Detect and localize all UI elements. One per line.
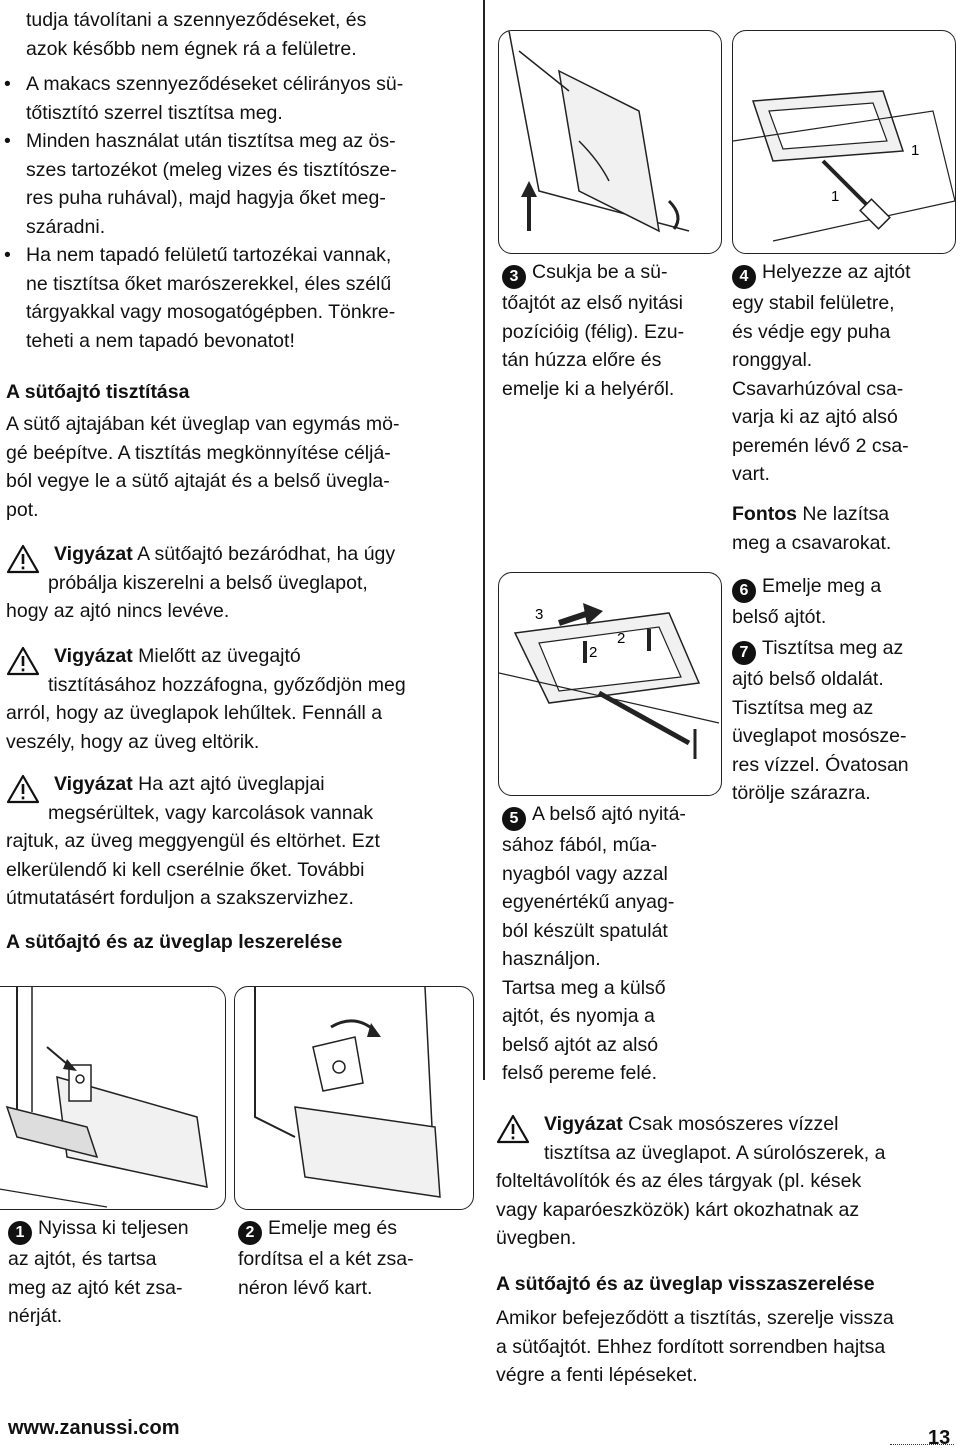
- warning-label: Vigyázat: [544, 1113, 623, 1135]
- step-2: 2 Emelje meg és fordítsa el a két zsa- néron lévő kart.: [238, 1217, 414, 1299]
- step-number-badge: 5: [502, 807, 526, 831]
- care-bullet-list: [0, 70, 470, 355]
- text-line: tudja távolítani a szennyeződéseket, és: [26, 9, 367, 31]
- step-number-badge: 3: [502, 265, 526, 289]
- bullet-item: • A makacs szennyeződéseket célirányos sü- tőtisztító szerrel tisztítsa meg.: [0, 70, 470, 127]
- reassembly-text: Amikor befejeződött a tisztítás, szerelje vissza a sütőajtót. Ehhez fordított sorrendben hajtsa végre a fenti lépéseket.: [496, 1307, 894, 1386]
- hinge-illustration: [0, 987, 225, 1209]
- page-number: 13: [928, 1427, 951, 1449]
- door-cleaning-text: A sütő ajtajában két üveglap van egymás mö- gé beépítve. A tisztítás megkönnyítése céljá- ból vegye le a sütő ajtaját és a belső üvegla- pot.: [6, 413, 400, 521]
- heading-reassembly: A sütőajtó és az üveglap visszaszerelése: [496, 1273, 875, 1295]
- warning-block: Vigyázat Csak mosószeres vízzel tisztítsa az üveglapot. A súrolószerek, a folteltávolítók és az éles tárgyak (pl. kések vagy kaparóeszközök) kárt okozhatnak az üvegben.: [496, 1113, 886, 1249]
- step-3: 3 Csukja be a sü- tőajtót az első nyitási pozícióig (félig). Ezu- tán húzza előre és emelje ki a helyéről.: [502, 261, 685, 400]
- warning-label: Vigyázat: [54, 645, 133, 667]
- step-5: 5 A belső ajtó nyitá- sához fából, műa- nyagból vagy azzal egyenértékű anyag- ból készült spatulát használjon. Tartsa meg a külső ajtót, és nyomja a belső ajtót az alsó felső pereme felé.: [502, 803, 686, 1084]
- figure-label: 1: [911, 142, 920, 159]
- step-7: 7 Tisztítsa meg az ajtó belső oldalát. Tisztítsa meg az üveglapot mosósze- res vízzel. Óvatosan törölje szárazra.: [732, 637, 909, 804]
- warning-icon: [6, 544, 40, 574]
- bullet-item: • Ha nem tapadó felületű tartozékai vannak, ne tisztítsa őket marószerekkel, éles szélű tárgyakkal vagy mosogatógépben. Tönkre- teheti a nem tapadó bevonatot!: [0, 241, 470, 355]
- hinge-lever-illustration: [235, 987, 473, 1209]
- figure-label: 1: [831, 188, 840, 205]
- step-4: 4 Helyezze az ajtót egy stabil felületre, és védje egy puha ronggyal. Csavarhúzóval csa- varja ki az ajtó alsó peremén lévő 2 csa- vart.: [732, 261, 911, 485]
- warning-label: Vigyázat: [54, 543, 133, 565]
- step-6: 6 Emelje meg a belső ajtót.: [732, 575, 882, 628]
- intro-text: [26, 6, 466, 63]
- column-divider: [483, 0, 485, 1080]
- warning-label: Vigyázat: [54, 773, 133, 795]
- warning-icon: [496, 1114, 530, 1144]
- warning-block: Vigyázat Mielőtt az üvegajtó tisztításához hozzáfogna, győződjön meg arról, hogy az üveglapok lehűltek. Fennáll a veszély, hogy az üveg eltörik.: [6, 645, 406, 753]
- warning-icon: [6, 774, 40, 804]
- bullet-item: • Minden használat után tisztítsa meg az ös- szes tartozékot (meleg vizes és tisztítósze- res puha ruhával), majd hagyja őket meg- száradni.: [0, 127, 470, 241]
- step-number-badge: 2: [238, 1221, 262, 1245]
- important-note: Fontos Ne lazítsa meg a csavarokat.: [732, 503, 892, 554]
- figure-label: 2: [617, 630, 626, 647]
- step-number-badge: 1: [8, 1221, 32, 1245]
- step-number-badge: 6: [732, 579, 756, 603]
- step-number-badge: 7: [732, 641, 756, 665]
- figure-hinge-open: [0, 986, 226, 1210]
- warning-block: Vigyázat Ha azt ajtó üveglapjai megsérültek, vagy karcolások vannak rajtuk, az üveg meggyengül és eltörhet. Ezt elkerülendő ki kell cserélnie őket. További útmutatásért forduljon a szakszervizhez.: [6, 773, 380, 909]
- door-screws-illustration: [733, 31, 955, 253]
- text-line: azok később nem égnek rá a felületre.: [26, 37, 357, 60]
- step-1: 1 Nyissa ki teljesen az ajtót, és tartsa meg az ajtó két zsa- nérját.: [8, 1217, 189, 1327]
- figure-inner-door: [498, 572, 722, 796]
- figure-door-lift: [498, 30, 722, 254]
- warning-icon: [6, 646, 40, 676]
- inner-door-illustration: [499, 573, 721, 795]
- heading-door-removal: A sütőajtó és az üveglap leszerelése: [6, 931, 343, 953]
- figure-door-screws: [732, 30, 956, 254]
- door-lift-illustration: [499, 31, 721, 253]
- heading-door-cleaning: A sütőajtó tisztítása: [6, 381, 190, 403]
- footer-website[interactable]: www.zanussi.com: [8, 1417, 180, 1439]
- footer-divider: [890, 1444, 954, 1446]
- step-number-badge: 4: [732, 265, 756, 289]
- figure-hinge-lever: [234, 986, 474, 1210]
- figure-label: 3: [535, 606, 544, 623]
- figure-label: 2: [589, 644, 598, 661]
- warning-block: Vigyázat A sütőajtó bezáródhat, ha úgy próbálja kiszerelni a belső üveglapot, hogy az ajtó nincs levéve.: [6, 543, 396, 622]
